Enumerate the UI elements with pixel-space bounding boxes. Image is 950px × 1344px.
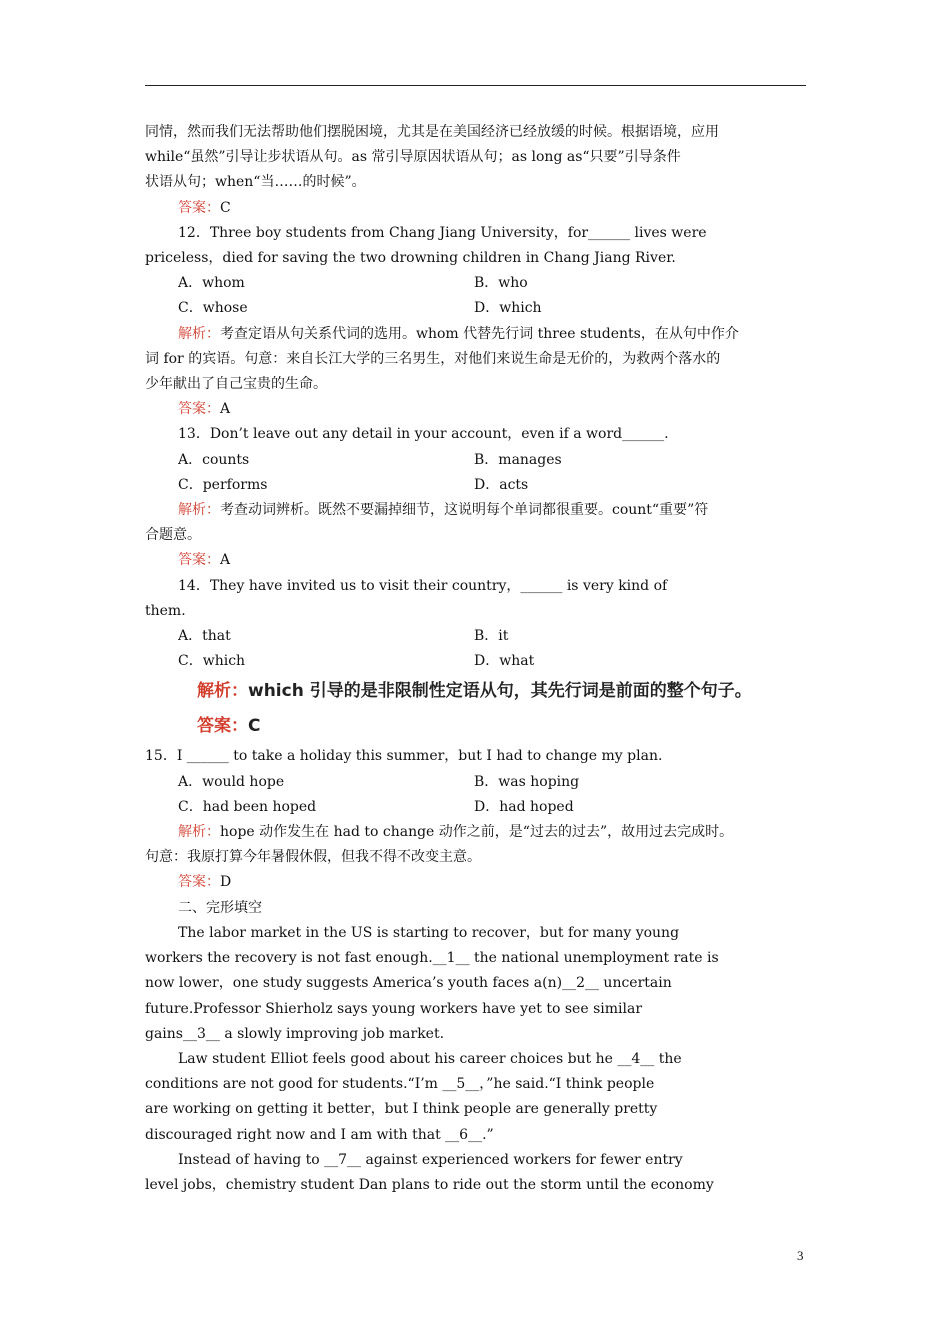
q14-options-row-2: [145, 649, 806, 674]
q15-options-row-2: [145, 795, 806, 820]
q13-option-a: A．counts: [178, 451, 250, 468]
answer-value: D: [220, 874, 232, 891]
cloze-p2-line-3: are working on getting it better，but I think people are generally pretty: [145, 1101, 658, 1118]
cloze-p2-line-4: discouraged right now and I am with that __6__.”: [145, 1126, 494, 1143]
q14-stem-line-1: 14．They have invited us to visit their country，______ is very kind of: [178, 577, 668, 594]
q15-option-b: B．was hoping: [474, 773, 580, 790]
q15-option-a: A．would hope: [178, 773, 285, 790]
q15-answer: [145, 870, 806, 895]
q14-option-c: C．which: [178, 653, 246, 670]
q15-analysis-line-2: 句意：我原打算今年暑假休假，但我不得不改变主意。: [145, 849, 481, 866]
cloze-p1-line-5: gains__3__ a slowly improving job market.: [145, 1025, 445, 1042]
q13-answer: [145, 548, 806, 573]
analysis-label: 解析：: [197, 681, 248, 702]
answer-label: 答案：: [178, 401, 220, 418]
answer-label: 答案：: [178, 199, 220, 216]
q13-option-d: D．acts: [474, 476, 529, 493]
q13-options-row-1: [145, 448, 806, 473]
answer-value: A: [220, 401, 231, 418]
q12-analysis-line-3: 少年献出了自己宝贵的生命。: [145, 376, 327, 393]
intro-answer: [145, 196, 806, 221]
q14-option-b: B．it: [474, 628, 509, 645]
q12-option-a: A．whom: [178, 275, 245, 292]
q12-answer: [145, 397, 806, 422]
q15-option-c: C．had been hoped: [178, 798, 317, 815]
q12-options-row-1: [145, 271, 806, 296]
page-content: [145, 120, 806, 1198]
q13-option-b: B．manages: [474, 451, 562, 468]
q12-option-c: C．whose: [178, 300, 248, 317]
q14-option-d: D．what: [474, 653, 535, 670]
q14-options-row-1: [145, 624, 806, 649]
cloze-p2-line-1: Law student Elliot feels good about his career choices but he __4__ the: [178, 1050, 682, 1067]
q14-option-a: A．that: [178, 628, 231, 645]
cloze-p3-line-1: Instead of having to __7__ against experienced workers for fewer entry: [178, 1151, 683, 1168]
intro-line-2: while“虽然”引导让步状语从句。as 常引导原因状语从句；as long as“只要”引导条件: [145, 149, 681, 166]
intro-line-3: 状语从句；when“当……的时候”。: [145, 174, 366, 191]
q14-answer: [145, 709, 806, 744]
analysis-label: 解析：: [178, 824, 220, 841]
analysis-label: 解析：: [178, 325, 220, 342]
q13-analysis-text-1: 考查动词辨析。既然不要漏掉细节，这说明每个单词都很重要。count“重要”符: [220, 502, 709, 519]
q15-analysis-text-1: hope 动作发生在 had to change 动作之前，是“过去的过去”，故用过去完成时。: [220, 824, 734, 841]
q13-stem: 13．Don’t leave out any detail in your account，even if a word______.: [178, 426, 669, 443]
q12-option-b: B．who: [474, 275, 528, 292]
q13-options-row-2: [145, 473, 806, 498]
cloze-p1-line-1: The labor market in the US is starting to recover，but for many young: [178, 924, 680, 941]
cloze-p2-line-2: conditions are not good for students.“I’m __5__，”he said.“I think people: [145, 1076, 655, 1093]
q15-options-row-1: [145, 770, 806, 795]
section-title: 二、完形填空: [178, 899, 262, 916]
q12-analysis-line-2: 词 for 的宾语。句意：来自长江大学的三名男生，对他们来说生命是无价的，为救两个落水的: [145, 350, 721, 367]
q12-analysis-line-1: [145, 322, 806, 347]
answer-label: 答案：: [178, 552, 220, 569]
cloze-p1-line-3: now lower，one study suggests America’s youth faces a(n)__2__ uncertain: [145, 975, 672, 992]
q13-analysis-line-1: [145, 498, 806, 523]
answer-value: A: [220, 552, 231, 569]
answer-label: 答案：: [178, 874, 220, 891]
q15-option-d: D．had hoped: [474, 798, 574, 815]
q12-stem-line-1: 12．Three boy students from Chang Jiang University，for______ lives were: [178, 224, 707, 241]
answer-label: 答案：: [197, 716, 248, 737]
q14-analysis: [145, 674, 806, 709]
page-number: 3: [797, 1248, 804, 1263]
q12-stem-line-2: priceless，died for saving the two drowning children in Chang Jiang River.: [145, 250, 676, 267]
cloze-p3-line-2: level jobs，chemistry student Dan plans to ride out the storm until the economy: [145, 1176, 714, 1193]
q12-options-row-2: [145, 296, 806, 321]
q14-stem-line-2: them.: [145, 602, 186, 619]
q13-option-c: C．performs: [178, 476, 268, 493]
q12-option-d: D．which: [474, 300, 542, 317]
q15-analysis-line-1: [145, 820, 806, 845]
cloze-p1-line-4: future.Professor Shierholz says young workers have yet to see similar: [145, 1000, 643, 1017]
answer-value: C: [248, 716, 261, 737]
intro-line-1: 同情，然而我们无法帮助他们摆脱困境，尤其是在美国经济已经放缓的时候。根据语境，应用: [145, 124, 719, 140]
q12-analysis-text-1: 考查定语从句关系代词的选用。whom 代替先行词 three students，在从句中作介: [220, 325, 739, 342]
q13-analysis-line-2: 合题意。: [145, 527, 201, 544]
q14-analysis-text: which 引导的是非限制性定语从句，其先行词是前面的整个句子。: [248, 681, 752, 702]
cloze-p1-line-2: workers the recovery is not fast enough.__1__ the national unemployment rate is: [145, 950, 719, 967]
analysis-label: 解析：: [178, 502, 220, 519]
q15-stem: 15．I ______ to take a holiday this summer，but I had to change my plan.: [145, 748, 663, 765]
answer-value: C: [220, 199, 231, 216]
header-rule: [145, 85, 806, 86]
